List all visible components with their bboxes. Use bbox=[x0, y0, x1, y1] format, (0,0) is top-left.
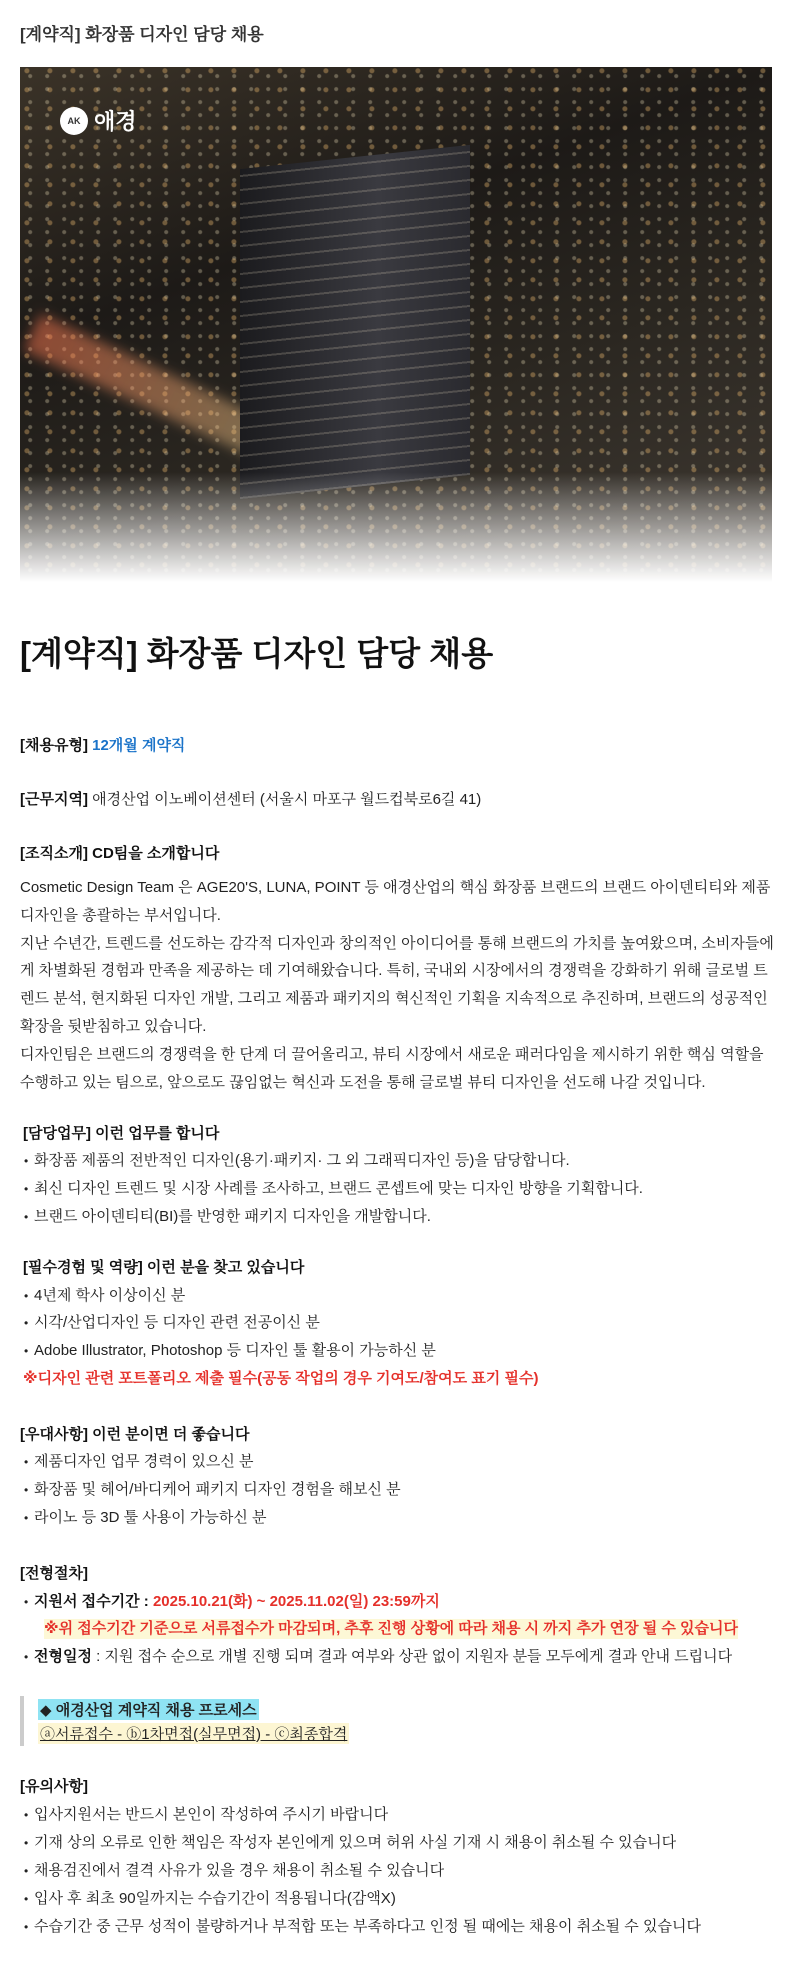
notes-heading: [유의사항] bbox=[20, 1778, 88, 1795]
list-item: • 입사지원서는 반드시 본인이 작성하여 주시기 바랍니다 bbox=[34, 1805, 388, 1825]
list-item: • 입사 후 최초 90일까지는 수습기간이 적용됩니다(감액X) bbox=[34, 1889, 396, 1909]
list-item: • 화장품 및 헤어/바디케어 패키지 디자인 경험을 해보신 분 bbox=[34, 1480, 401, 1500]
blockquote-bar bbox=[20, 1696, 24, 1746]
hero-road-lights bbox=[24, 314, 277, 460]
list-item: • 기재 상의 오류로 인한 책임은 작성자 본인에게 있으며 허위 사실 기재 시 채용이 취소될 수 있습니다 bbox=[34, 1833, 676, 1853]
hero-fade bbox=[20, 472, 772, 582]
list-item: • 4년제 학사 이상이신 분 bbox=[34, 1286, 185, 1306]
preferred-heading: [우대사항] 이런 분이면 더 좋습니다 bbox=[20, 1426, 250, 1443]
logo-text: 애경 bbox=[94, 109, 137, 134]
list-item: • Adobe Illustrator, Photoshop 등 디자인 툴 활용이 가능하신 분 bbox=[34, 1341, 436, 1361]
aekyung-logo bbox=[60, 105, 137, 136]
requirements-heading: [필수경험 및 역량] 이런 분을 찾고 있습니다 bbox=[23, 1259, 305, 1276]
location-label: [근무지역] bbox=[20, 791, 88, 808]
application-period bbox=[34, 1592, 440, 1612]
org-paragraph: Cosmetic Design Team 은 AGE20'S, LUNA, POINT 등 애경산업의 핵심 화장품 브랜드의 브랜드 아이덴티티와 제품 디자인을 총괄하는 부서입니다. bbox=[20, 879, 771, 924]
process-steps: ⓐ서류접수 - ⓑ1차면접(실무면접) - ⓒ최종합격 bbox=[38, 1723, 349, 1744]
employment-type bbox=[20, 736, 185, 756]
hero-building bbox=[240, 145, 470, 499]
page-title: [계약직] 화장품 디자인 담당 채용 bbox=[20, 25, 264, 44]
schedule-value: : 지원 접수 순으로 개별 진행 되며 결과 여부와 상관 없이 지원자 분들 모두에게 결과 안내 드립니다 bbox=[91, 1648, 733, 1665]
list-item: • 브랜드 아이덴티티(BI)를 반영한 패키지 디자인을 개발합니다. bbox=[34, 1207, 431, 1227]
portfolio-note: ※디자인 관련 포트폴리오 제출 필수(공동 작업의 경우 기여도/참여도 표기 필수) bbox=[23, 1370, 539, 1387]
logo-mark-icon: AK bbox=[60, 107, 88, 135]
schedule-label: 전형일정 bbox=[34, 1648, 92, 1665]
list-item: • 화장품 제품의 전반적인 디자인(용기·패키지· 그 외 그래픽디자인 등)을 담당합니다. bbox=[34, 1151, 570, 1171]
org-description bbox=[20, 874, 780, 1096]
period-label: 지원서 접수기간 : bbox=[34, 1593, 149, 1610]
process-title: ◆ 애경산업 계약직 채용 프로세스 bbox=[38, 1699, 259, 1720]
list-item: • 최신 디자인 트렌드 및 시장 사례를 조사하고, 브랜드 콘셉트에 맞는 디자인 방향을 기획합니다. bbox=[34, 1179, 643, 1199]
process-heading: [전형절차] bbox=[20, 1565, 88, 1582]
list-item: • 채용검진에서 결격 사유가 있을 경우 채용이 취소될 수 있습니다 bbox=[34, 1861, 444, 1881]
location-value: 애경산업 이노베이션센터 (서울시 마포구 월드컵북로6길 41) bbox=[92, 791, 482, 808]
list-item: • 수습기간 중 근무 성적이 불량하거나 부적합 또는 부족하다고 인정 될 때에는 채용이 취소될 수 있습니다 bbox=[34, 1917, 701, 1937]
employment-type-label: [채용유형] bbox=[20, 737, 88, 754]
employment-type-value: 12개월 계약직 bbox=[92, 737, 186, 754]
period-value: 2025.10.21(화) ~ 2025.11.02(일) 23:59까지 bbox=[152, 1593, 440, 1610]
org-heading: [조직소개] CD팀을 소개합니다 bbox=[20, 845, 220, 862]
duties-heading: [담당업무] 이런 업무를 합니다 bbox=[23, 1125, 220, 1142]
job-heading: [계약직] 화장품 디자인 담당 채용 bbox=[20, 635, 494, 672]
org-paragraph: 디자인팀은 브랜드의 경쟁력을 한 단계 더 끌어올리고, 뷰티 시장에서 새로운 패러다임을 제시하기 위한 핵심 역할을 수행하고 있는 팀으로, 앞으로도 끊임없는 혁신과 도전을 통해 글로벌 뷰티 디자인을 선도해 나갈 것입니다. bbox=[20, 1045, 764, 1091]
list-item: • 시각/산업디자인 등 디자인 관련 전공이신 분 bbox=[34, 1313, 320, 1333]
org-paragraph: 지난 수년간, 트렌드를 선도하는 감각적 디자인과 창의적인 아이디어를 통해 브랜드의 가치를 높여왔으며, 소비자들에게 차별화된 경험과 만족을 제공하는 데 기여해왔습니다. 특히, 국내외 시장에서의 경쟁력을 강화하기 위해 글로벌 트렌드 분석, 현지화된 디자인 개발, 그리고 제품과 패키지의 혁신적인 기획을 지속적으로 추진하며, 브랜드의 성공적인 확장을 뒷받침하고 있습니다. bbox=[20, 934, 774, 1035]
list-item: • 제품디자인 업무 경력이 있으신 분 bbox=[34, 1452, 254, 1472]
hero-image bbox=[20, 67, 772, 582]
schedule bbox=[34, 1647, 732, 1667]
period-note: ※위 접수기간 기준으로 서류접수가 마감되며, 추후 진행 상황에 따라 채용 시 까지 추가 연장 될 수 있습니다 bbox=[44, 1620, 739, 1637]
work-location bbox=[20, 790, 481, 810]
list-item: • 라이노 등 3D 툴 사용이 가능하신 분 bbox=[34, 1508, 267, 1528]
